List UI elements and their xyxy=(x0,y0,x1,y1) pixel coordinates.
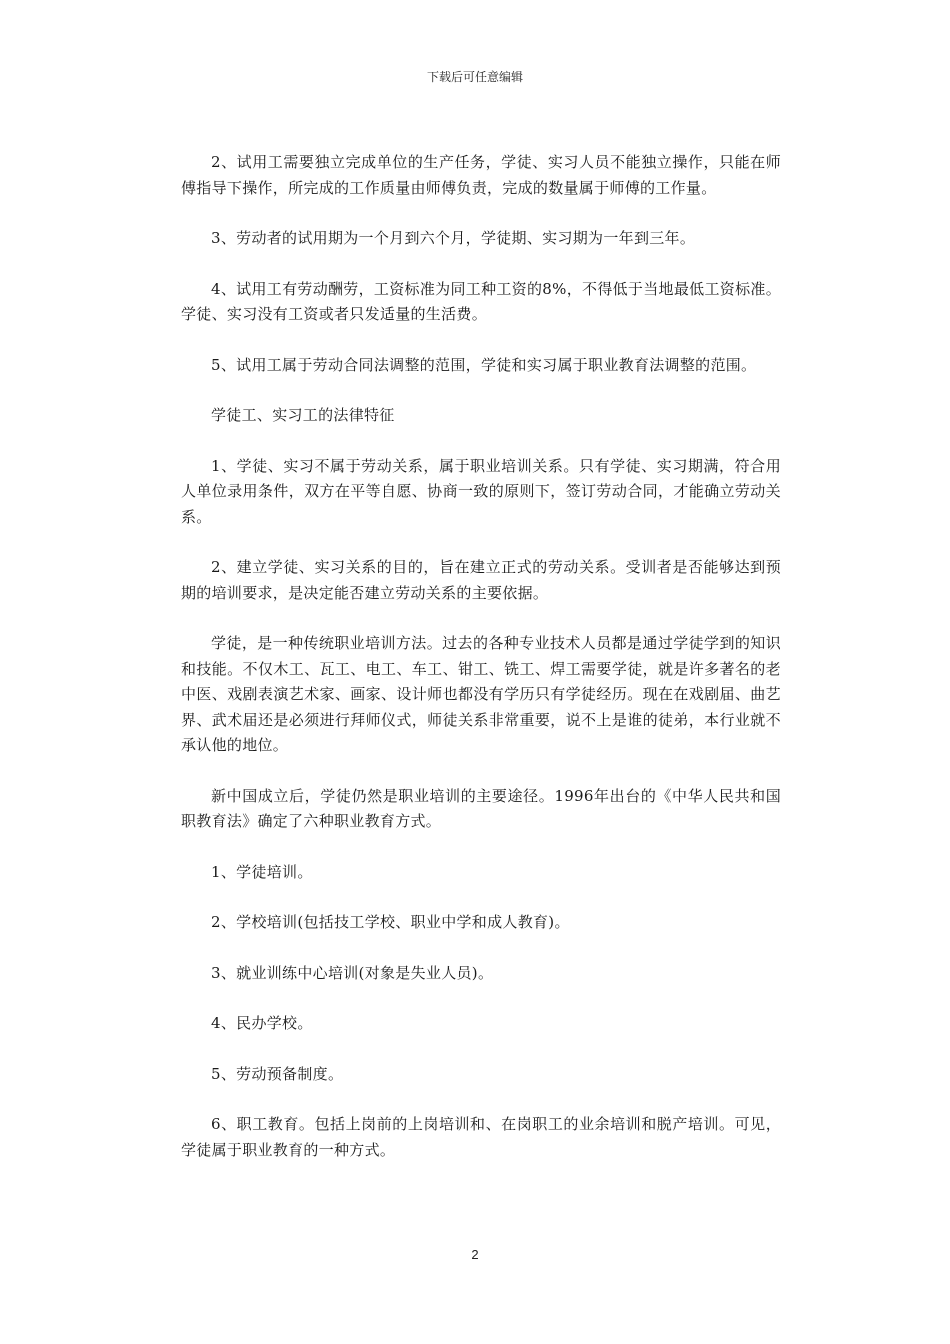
page-number: 2 xyxy=(471,1247,479,1262)
paragraph: 2、建立学徒、实习关系的目的，旨在建立正式的劳动关系。受训者是否能够达到预期的培训要求，是决定能否建立劳动关系的主要依据。 xyxy=(181,558,781,602)
list-item: 2、学校培训(包括技工学校、职业中学和成人教育)。 xyxy=(211,913,570,931)
document-body xyxy=(181,150,781,1188)
paragraph: 3、劳动者的试用期为一个月到六个月，学徒期、实习期为一年到三年。 xyxy=(211,229,696,247)
paragraph: 学徒，是一种传统职业培训方法。过去的各种专业技术人员都是通过学徒学到的知识和技能。不仅木工、瓦工、电工、车工、钳工、铣工、焊工需要学徒，就是许多著名的老中医、戏剧表演艺术家、画家、设计师也都没有学历只有学徒经历。现在在戏剧届、曲艺界、武术届还是必须进行拜师仪式，师徒关系非常重要，说不上是谁的徒弟，本行业就不承认他的地位。 xyxy=(181,634,781,754)
list-item: 1、学徒培训。 xyxy=(211,862,313,881)
paragraph: 5、试用工属于劳动合同法调整的范围，学徒和实习属于职业教育法调整的范围。 xyxy=(211,355,757,374)
list-item: 5、劳动预备制度。 xyxy=(211,1064,344,1083)
paragraph: 4、试用工有劳动酬劳，工资标准为同工种工资的8%，不得低于当地最低工资标准。学徒、实习没有工资或者只发适量的生活费。 xyxy=(181,279,781,323)
list-item: 3、就业训练中心培训(对象是失业人员)。 xyxy=(211,963,494,982)
paragraph: 1、学徒、实习不属于劳动关系，属于职业培训关系。只有学徒、实习期满，符合用人单位录用条件，双方在平等自愿、协商一致的原则下，签订劳动合同，才能确立劳动关系。 xyxy=(181,456,781,526)
paragraph: 2、试用工需要独立完成单位的生产任务，学徒、实习人员不能独立操作，只能在师傅指导下操作，所完成的工作质量由师傅负责，完成的数量属于师傅的工作量。 xyxy=(181,153,781,197)
paragraph: 新中国成立后，学徒仍然是职业培训的主要途径。1996年出台的《中华人民共和国职教育法》确定了六种职业教育方式。 xyxy=(181,786,781,830)
list-item: 6、职工教育。包括上岗前的上岗培训和、在岗职工的业余培训和脱产培训。可见，学徒属于职业教育的一种方式。 xyxy=(181,1115,781,1159)
page-header: 下载后可任意编辑 xyxy=(426,70,523,84)
list-item: 4、民办学校。 xyxy=(211,1014,313,1032)
section-heading: 学徒工、实习工的法律特征 xyxy=(211,406,395,424)
